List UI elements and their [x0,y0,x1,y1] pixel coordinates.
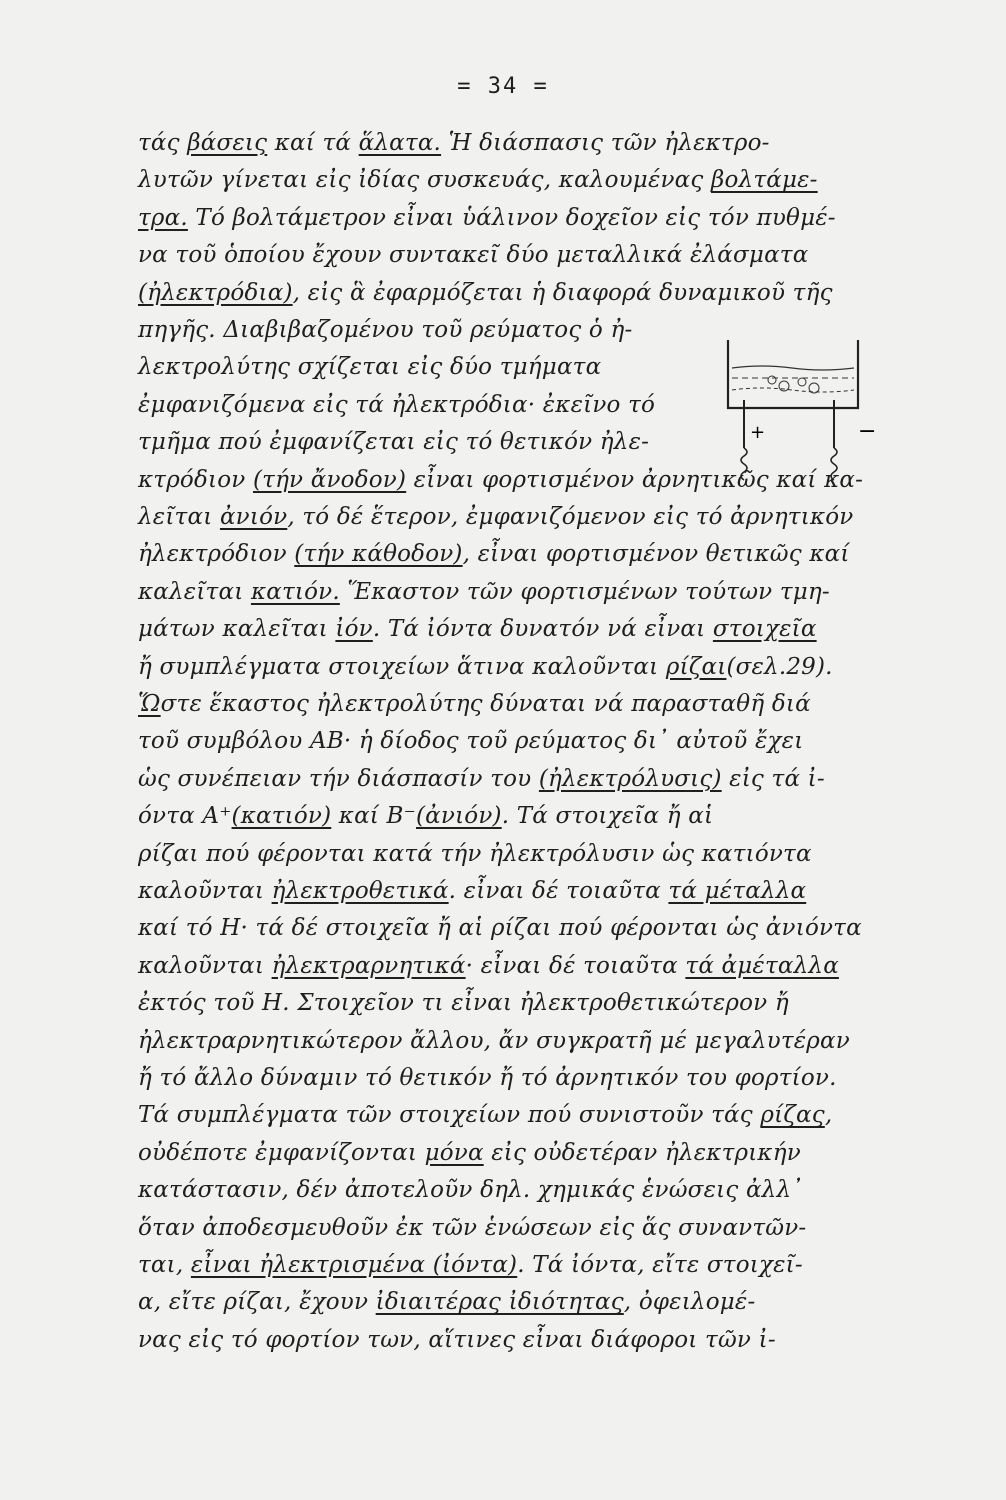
text-run: λεκτρολύτης σχίζεται εἰς δύο τμήματα [138,354,602,381]
text-run: κτρόδιον [138,466,253,493]
text-line [138,577,830,607]
text-run: ἠλεκτρόδιον [138,541,295,568]
underlined-term: Ὥ [138,691,161,717]
text-line [138,1325,776,1355]
text-run: , εἰς ἃ ἐφαρμόζεται ἡ διαφορά δυναμικοῦ τῆς [292,279,833,306]
text-run: . Τά ἰόντα, εἴτε στοιχεῖ- [517,1252,803,1278]
text-run: λυτῶν γίνεται εἰς ἰδίας συσκευάς, καλουμένας [138,167,712,194]
underlined-term: ἰδιαιτέρας ἰδιότητας [375,1289,624,1316]
underlined-term: εἶναι ἠλεκτρισμένα (ἰόντα) [190,1252,518,1278]
text-line [138,352,601,382]
underlined-term: ἅλατα. [358,130,442,156]
text-run: νας εἰς τό φορτίον των, αἵτινες εἶναι διάφοροι τῶν ἰ- [138,1326,776,1353]
underlined-term: ἠλεκτραρνητικά [271,952,466,979]
text-run: τάς [138,130,188,156]
underlined-term: τά ἀμέταλλα [685,952,839,979]
text-run: ἤ συμπλέγματα στοιχείων ἅτινα καλοῦνται [138,653,666,680]
text-run: καί Β⁻ [331,803,416,830]
text-line [138,913,862,943]
text-run: , ὀφειλομέ- [623,1289,756,1316]
text-run: α, εἴτε ρίζαι, ἔχουν [138,1289,376,1316]
text-run: ἤ τό ἄλλο δύναμιν τό θετικόν ἤ τό ἀρνητικόν του φορτίον. [138,1065,837,1091]
text-run: ὅταν ἀποδεσμευθοῦν ἐκ τῶν ἑνώσεων εἰς ἅς συναντῶν- [138,1214,807,1241]
text-run: καλοῦνται [138,952,272,979]
underlined-term: βάσεις [187,130,268,156]
text-run: , εἶναι φορτισμένον θετικῶς καί [462,541,850,568]
underlined-term: βολτάμε- [711,167,818,194]
text-run: Τά συμπλέγματα τῶν στοιχείων πού συνιστοῦν τάς [138,1102,761,1129]
text-run: πηγῆς. Διαβιβαζομένου τοῦ ρεύματος ὁ ἠ- [138,317,633,343]
text-line [138,1138,801,1168]
text-line [138,165,818,195]
text-line [138,1287,755,1317]
text-line [138,203,836,233]
page-number: = 34 = [457,74,549,99]
text-run: , [824,1102,833,1129]
text-run: να τοῦ ὁποίου ἔχουν συντακεῖ δύο μεταλλικά ἐλάσματα [138,242,809,269]
text-run: καί τά [267,130,359,156]
text-line [138,1175,803,1205]
text-run: · εἶναι δέ τοιαῦτα [465,952,686,979]
underlined-term: (ἠλεκτρόδια) [138,279,293,306]
text-run: οὐδέποτε ἐμφανίζονται [138,1139,425,1166]
underlined-term: κατιόν. [250,578,340,605]
text-line [138,1213,806,1243]
text-run: ρίζαι πού φέρονται κατά τήν ἠλεκτρόλυσιν ὡς κατιόντα [138,840,812,867]
underlined-term: (ἠλεκτρόλυσις) [538,765,722,792]
underlined-term: τά μέταλλα [668,878,807,904]
text-run: όντα Α⁺ [138,803,232,830]
underlined-term: (κατιόν) [231,803,332,830]
text-run: μάτων καλεῖται [138,616,336,643]
underlined-term: στοιχεῖα [712,616,817,643]
underlined-term: μόνα [424,1139,484,1166]
text-run: ὡς συνέπειαν τήν διάσπασίν του [138,765,539,792]
text-run: , τό δέ ἕτερον, ἐμφανιζόμενον εἰς τό ἀρνητικόν [287,504,854,530]
text-run: καλοῦνται [138,878,272,904]
text-line [138,1063,837,1093]
text-line [138,427,649,457]
underlined-term: τρα. [138,204,188,231]
minus-label: − [858,419,877,444]
text-line [138,726,803,756]
text-run: Τό βολτάμετρον εἶναι ὑάλινον δοχεῖον εἰς τόν πυθμέ- [187,204,836,231]
text-line [138,240,808,270]
text-line [138,390,655,420]
underlined-term: ἀνιόν [219,504,288,530]
underlined-term: ρίζας [760,1102,825,1129]
text-run: ἐμφανιζόμενα εἰς τά ἠλεκτρόδια· ἐκεῖνο τό [138,391,656,418]
underlined-term: ἠλεκτροθετικά [271,878,449,904]
text-run: ται, [138,1252,191,1278]
text-run: καλεῖται [138,578,251,605]
text-run: ἠλεκτραρνητικώτερον ἄλλου, ἄν συγκρατῆ μέ μεγαλυτέραν [138,1027,850,1054]
text-line [138,315,632,345]
text-run: . Τά στοιχεῖα ἤ αἱ [501,803,714,830]
underlined-term: (τήν ἄνοδον) [252,466,407,493]
text-line [138,1250,803,1280]
text-run: τοῦ συμβόλου ΑΒ· ἡ δίοδος τοῦ ρεύματος δι᾽ αὐτοῦ ἔχει [138,728,804,755]
text-line [138,801,713,831]
text-line [138,988,789,1018]
text-line [138,128,770,158]
underlined-term: ρίζαι [665,653,727,680]
text-run: . εἶναι δέ τοιαῦτα [448,878,669,904]
text-line [138,502,853,532]
text-run: στε ἕκαστος ἠλεκτρολύτης δύναται νά παρασταθῆ διά [160,691,811,717]
text-run: λεῖται [138,504,220,530]
text-line [138,1026,850,1056]
text-run: (σελ.29). [726,653,833,680]
text-line [138,1100,832,1130]
text-run: . Τά ἰόντα δυνατόν νά εἶναι [372,616,713,643]
text-run: κατάστασιν, δέν ἀποτελοῦν δηλ. χημικάς ἑνώσεις ἀλλ᾽ [138,1177,803,1204]
underlined-term: (τήν κάθοδον) [294,541,463,568]
underlined-term: ἰόν [335,616,373,643]
text-line [138,951,839,981]
text-run: εἰς τά ἰ- [721,765,825,792]
text-run: καί τό Η· τά δέ στοιχεῖα ἤ αἱ ρίζαι πού φέρονται ὡς ἀνιόντα [138,915,862,942]
text-run: εἰς οὐδετέραν ἠλεκτρικήν [483,1139,801,1166]
text-run: εἶναι φορτισμένον ἀρνητικῶς καί κα- [406,466,864,493]
text-line [138,839,812,869]
text-run: Ἡ διάσπασις τῶν ἠλεκτρο- [441,130,770,156]
text-run: Ἕκαστον τῶν φορτισμένων τούτων τμη- [339,578,830,605]
text-line [138,764,825,794]
text-run: τμῆμα πού ἐμφανίζεται εἰς τό θετικόν ἠλε- [138,429,650,456]
text-line [138,876,806,906]
text-line [138,689,811,719]
text-line [138,614,817,644]
text-line [138,652,833,682]
text-line [138,539,850,569]
voltameter-diagram [722,338,882,488]
plus-label: + [750,422,766,443]
text-line [138,278,833,308]
underlined-term: (ἀνιόν) [415,803,502,830]
text-run: ἐκτός τοῦ Η. Στοιχεῖον τι εἶναι ἠλεκτροθετικώτερον ἤ [138,990,789,1017]
